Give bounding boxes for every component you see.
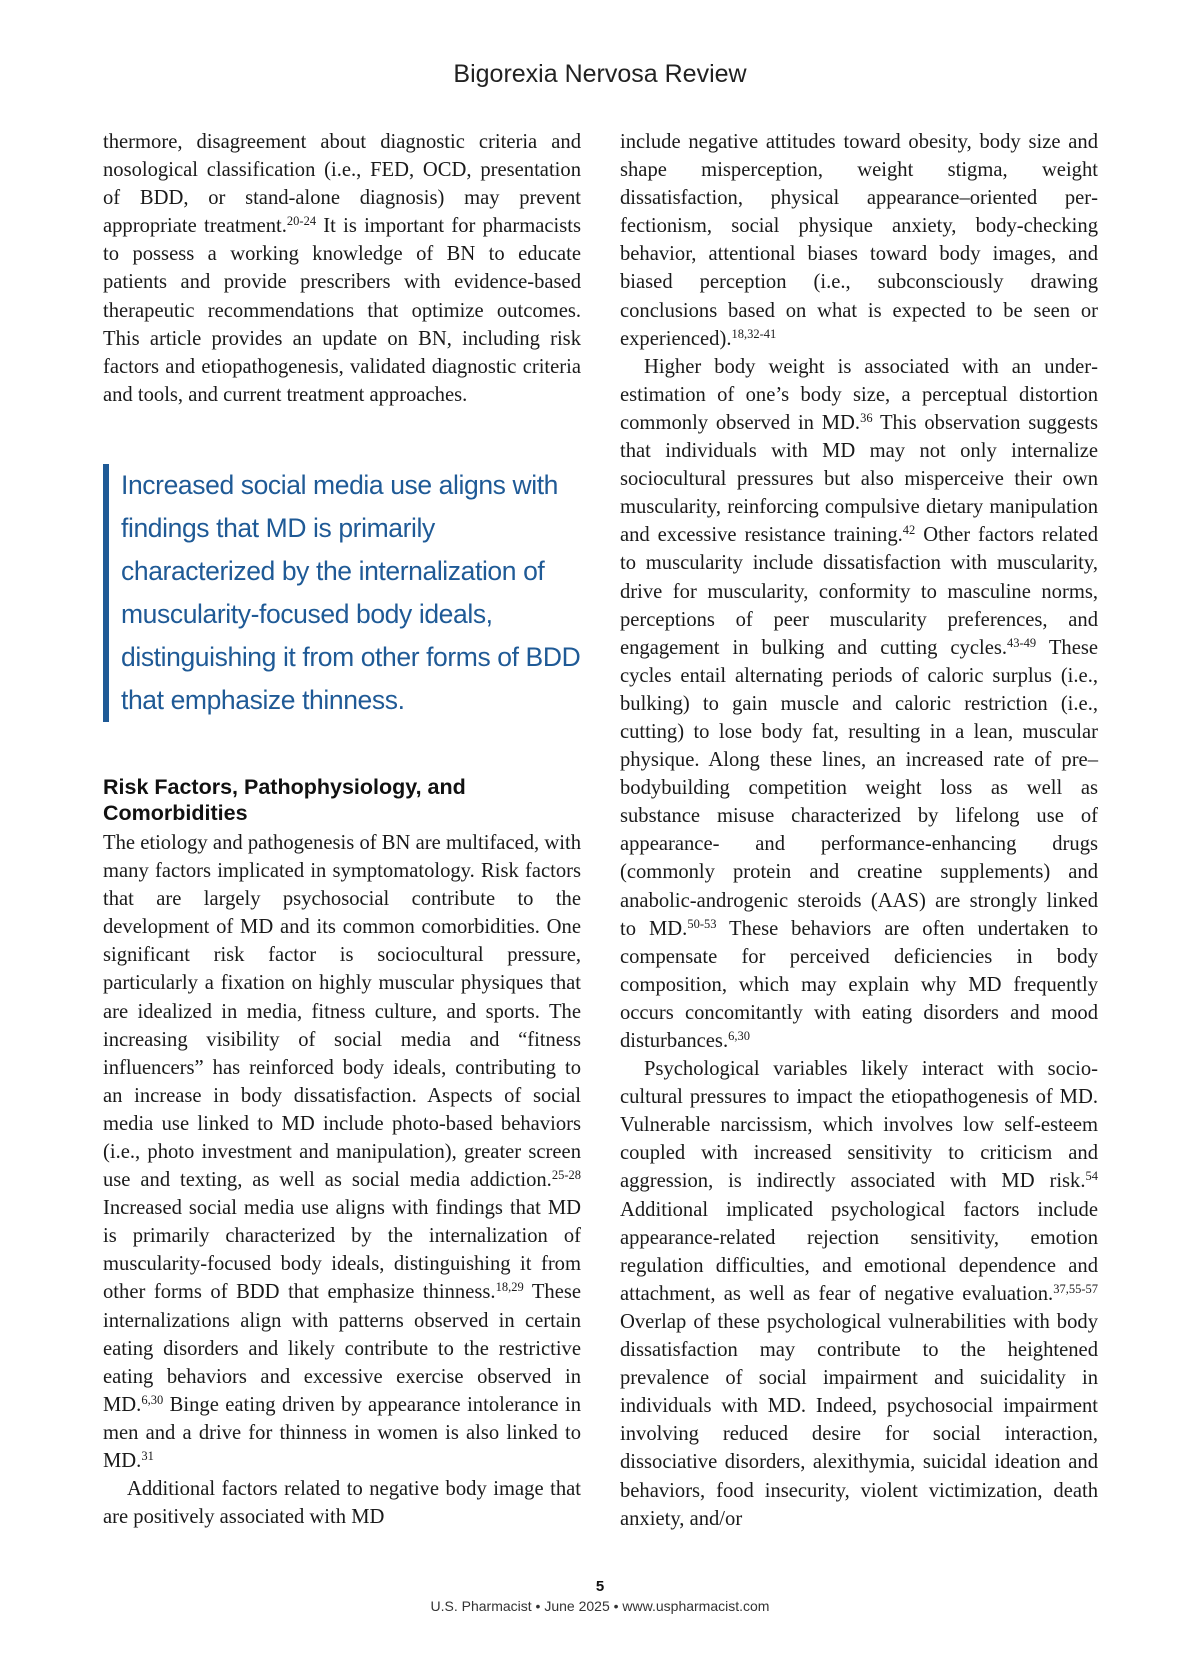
- body-weight-paragraph: Higher body weight is associated with an underestimation of one’s body size, a perceptual distortion commonly observed in MD.$^{36}$ This observation suggests that individuals with MD may not only internalize sociocultural pressures but also misperceive their own muscularity, reinforcing compulsive dietary manipulation and excessive resistance training.$^{42}$ Other factors related to muscularity include dissatisfaction with muscularity, drive for muscularity, conformity to masculine norms, perceptions of peer muscularity preferences, and engagement in bulking and cutting cycles.$^{43-49}$ These cycles entail alternating periods of caloric surplus (i.e., bulking) to gain muscle and caloric restriction (i.e., cutting) to lose body fat, resulting in a lean, muscular physique. Along these lines, an increased rate of pre–bodybuilding competition weight loss as well as substance misuse characterized by lifelong use of appearance- and performance-enhancing drugs (commonly protein and creatine supplements) and anabolic-androgenic steroids (AAS) are strongly linked to MD.$^{50-53}$ These behaviors are often undertaken to compensate for perceived deficiencies in body composition, which may explain why MD frequently occurs concomitantly with eating disorders and mood disturbances.$^{6,30}$: [620, 355, 1099, 1052]
- citation: 20-24: [286, 214, 317, 229]
- citation: 37,55-57: [1053, 1281, 1098, 1296]
- section-heading: Risk Factors, Pathophysiology, and Comorbidities: [103, 774, 466, 825]
- additional-factors-paragraph: Additional factors related to negative body image that are positively associated with MD: [103, 1478, 581, 1529]
- risk-factors-paragraph: The etiology and pathogenesis of BN are multifaced, with many factors implicated in symptomatology. Risk factors that are largely psychosocial contribute to the development of MD and its common comorbidities. One significant risk factor is sociocultural pressure, particularly a fixation on highly muscular physiques that are idealized in media, fitness culture, and sports. The increasing visibility of social media and “fitness influencers” has reinforced body ideals, contributing to an increase in body dissatisfaction. Aspects of social media use linked to MD include photo-based behaviors (i.e., photo investment and manipulation), greater screen use and texting, as well as social media addiction.$^{25-28}$ Increased social media use aligns with findings that MD is primarily characterized by the internalization of muscularity-focused body ideals, distinguishing it from other forms of BDD that emphasize thinness.$^{18,29}$ These internalizations align with patterns observed in certain eating disorders and likely contribute to the restrictive eating behaviors and excessive exercise observed in MD.$^{6,30}$ Binge eating driven by appearance intolerance in men and a drive for thinness in women is also linked to MD.$^{31}$: [103, 831, 582, 1472]
- psychological-variables-paragraph: Psychological variables likely interact with sociocultural pressures to impact the etiopathogenesis of MD. Vulnerable narcissism, which involves low self-esteem coupled with increased sensitivity to criticism and aggression, is indirectly associated with MD risk.$^{54}$ Additional implicated psychological factors include appearance-related rejection sensitivity, emotion regulation difficulties, and emotional dependence and attachment, as well as fear of negative evaluation.$^{37,55-57}$ Overlap of these psychological vulnerabilities with body dissatisfaction may contribute to the heightened prevalence of social impairment and suicidality in individuals with MD. Indeed, psychosocial impairment involving reduced desire for social interaction, dissociative disorders, alexithymia, suicidal ideation and behaviors, food insecurity, violent victimization, death anxiety, and/or: [620, 1058, 1098, 1530]
- continued-paragraph: include negative attitudes toward obesity, body size and shape misperception, weight stigma, weight dissatisfaction, physical appearance–oriented perfectionism, social physique anxiety, body-checking behavior, attentional biases toward body images, and biased perception (i.e., subconsciously drawing conclusions based on what is expected to be seen or experienced).$^{18,32-41}$: [620, 131, 1098, 350]
- citation: 18,29: [495, 1280, 524, 1295]
- citation: 18,32-41: [731, 326, 777, 341]
- left-column: [103, 128, 581, 1531]
- citation: 6,30: [141, 1392, 164, 1407]
- citation: 6,30: [728, 1029, 750, 1043]
- publication-footer: U.S. Pharmacist • June 2025 • www.uspharmacist.com: [430, 1598, 770, 1614]
- citation: 42: [902, 523, 916, 538]
- citation: 50-53: [687, 916, 717, 931]
- citation: 25-28: [551, 1168, 581, 1183]
- citation: 36: [860, 410, 873, 425]
- citation: 54: [1085, 1169, 1098, 1184]
- right-column: [620, 128, 1098, 1533]
- pull-quote: Increased social media use aligns with findings that MD is primarily characterized by the internalization of muscularity-focused body ideals, distinguishing it from other forms of BDD that emphasize thinness.: [103, 464, 581, 722]
- running-title: Bigorexia Nervosa Review: [453, 60, 747, 88]
- intro-paragraph: thermore, disagreement about diagnostic criteria and nosological classification (i.e., FED, OCD, presentation of BDD, or stand-alone diagnosis) may prevent appropriate treatment.$^{20-24}$ It is important for pharmacists to possess a working knowledge of BN to educate patients and provide prescribers with evidence-based therapeutic recommendations that optimize outcomes. This article provides an update on BN, including risk factors and etiopathogenesis, validated diagnostic criteria and tools, and current treatment approaches.: [103, 131, 581, 406]
- citation: 43-49: [1007, 635, 1037, 650]
- citation: 31: [141, 1449, 154, 1463]
- page-number: 5: [595, 1578, 605, 1595]
